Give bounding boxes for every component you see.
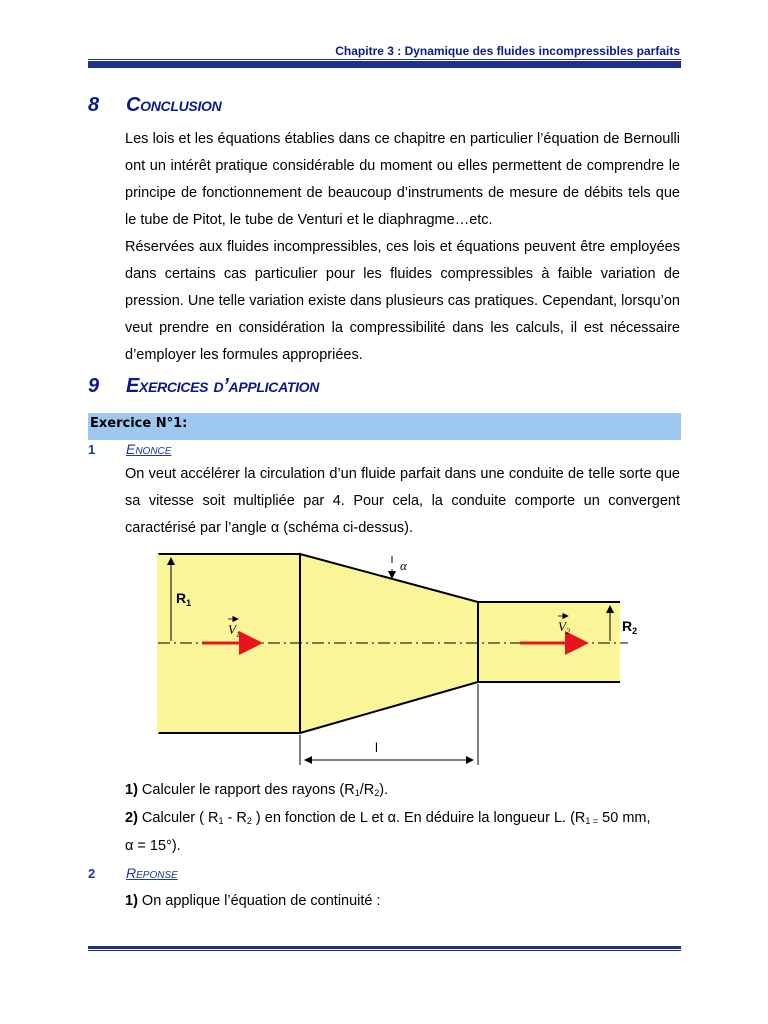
v2-label: $V_2$ xyxy=(558,619,570,636)
reponse-title xyxy=(88,865,178,881)
footer-rule-thin xyxy=(88,950,681,951)
exercise-heading: Exercice N°1: xyxy=(90,416,188,431)
v1-label: $V_1$ xyxy=(228,622,240,639)
section-heading: Exercices d’application xyxy=(126,375,320,397)
footer-rule xyxy=(88,946,681,949)
section-8-title xyxy=(88,94,221,117)
question-2: 2) Calculer ( $R_1 - R_2$ ) en fonction de L et α. En déduire la longueur L. ($R_{1 =}$ 50 mm, xyxy=(125,810,651,826)
enonce-text: On veut accélérer la circulation d’un fluide parfait dans une conduite de telle sorte que sa vitesse soit multipliée par 4. Pour cela, la conduite comporte un convergent caractérisé par l’angle α (schéma ci-dessus). xyxy=(125,466,680,536)
r2-label: $R_2$ xyxy=(622,618,638,636)
section-number: 9 xyxy=(88,375,99,397)
answer-1: 1) On applique l’équation de continuité : xyxy=(125,893,381,909)
enonce-title xyxy=(88,441,171,457)
convergent-pipe-figure xyxy=(150,545,640,775)
length-label: l xyxy=(375,740,378,755)
section-9-title xyxy=(88,375,319,398)
reponse-number: 2 xyxy=(88,866,96,881)
question-2-continuation: α = 15°). xyxy=(125,838,181,854)
answer-1-label: 1) xyxy=(125,893,138,909)
reponse-heading: Reponse xyxy=(126,865,178,881)
exercise-heading-band xyxy=(88,413,681,440)
enonce-heading: Enonce xyxy=(126,441,172,457)
conclusion-paragraph-1: Les lois et les équations établies dans ce chapitre en particulier l’équation de Bernoulli ont un intérêt pratique considérable du moment ou elles permettent de comprendre le principe de fonctionnement de beaucoup d’instruments de mesure de débits tels que le tube de Pitot, le tube de Venturi et le diaphragme…etc. xyxy=(125,131,680,228)
question-2-label: 2) xyxy=(125,810,138,826)
question-1-label: 1) xyxy=(125,782,138,798)
pipe-diagram xyxy=(150,545,640,770)
r1-label: $R_1$ xyxy=(176,590,192,608)
conclusion-paragraph-2: Réservées aux fluides incompressibles, ces lois et équations peuvent être employées dans certains cas particulier pour les fluides compressibles à faible variation de pression. Une telle variation existe dans plusieurs cas pratiques. Cependant, lorsqu’on veut prendre en considération la compressibilité dans les calculs, il est nécessaire d’employer les formules appropriées. xyxy=(125,239,680,363)
header-rule-thin xyxy=(88,59,681,60)
question-1: 1) Calculer le rapport des rayons $(R_1/R_2)$. xyxy=(125,782,389,798)
section-heading: Conclusion xyxy=(126,94,222,116)
chapter-header: Chapitre 3 : Dynamique des fluides incompressibles parfaits xyxy=(335,44,680,58)
alpha-label: α xyxy=(400,558,407,573)
section-number: 8 xyxy=(88,94,99,116)
enonce-number: 1 xyxy=(88,442,96,457)
header-rule xyxy=(88,61,681,68)
